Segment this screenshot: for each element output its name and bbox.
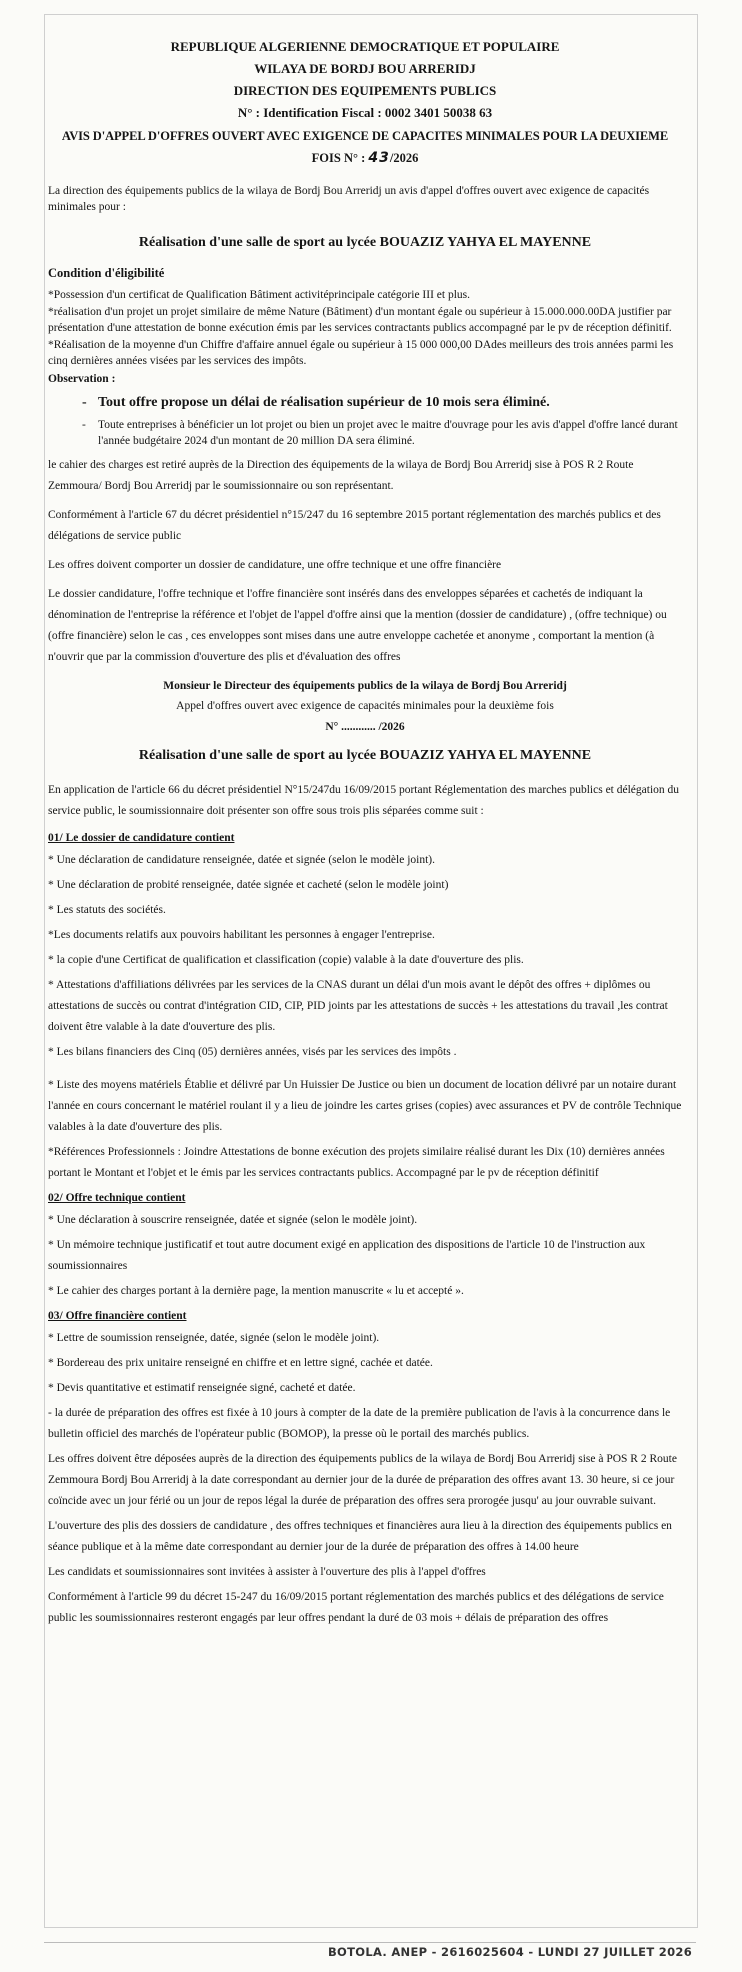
eligibility-item: *Possession d'un certificat de Qualification Bâtiment activitéprincipale catégorie III et plus. xyxy=(48,289,471,301)
notice-number-prefix: FOIS N° : xyxy=(311,151,366,165)
section-item: * Les bilans financiers des Cinq (05) dernières années, visés par les services des impôts . xyxy=(48,1046,457,1058)
section-item: L'ouverture des plis des dossiers de candidature , des offres techniques et financières aura lieu à la direction des équipements publics en séance publique et à la même date correspondant au dernier jour de la durée de préparation des offres à 14.00 heure xyxy=(48,1520,672,1553)
section-item: * Une déclaration à souscrire renseignée, datée et signée (selon le modèle joint). xyxy=(48,1214,418,1226)
intro-text: La direction des équipements publics de la wilaya de Bordj Bou Arreridj un avis d'appel d'offres ouvert avec exigence de capacités minimales pour : xyxy=(48,185,650,213)
section-item: * Une déclaration de probité renseignée, datée signée et cacheté (selon le modèle joint) xyxy=(48,879,449,891)
application-paragraph: En application de l'article 66 du décret présidentiel N°15/247du 16/09/2015 portant Réglementation des marches publics et délégation du service public, le soumissionnaire doit présenter son offre sous trois plis séparées comme suit : xyxy=(48,784,680,817)
address-line: Appel d'offres ouvert avec exigence de capacités minimales pour la deuxième fois xyxy=(176,700,554,712)
footer-publication: BOTOLA. ANEP - 2616025604 - LUNDI 27 JUILLET 2026 xyxy=(327,1945,692,1959)
section-item: * Attestations d'affiliations délivrées par les services de la CNAS durant un délai d'un mois avant le dépôt des offres + diplômes ou attestations de succès ou contrat d'intégration CID, CIP, PID joints par les attestations de succès + les attestations du travail ,les contrat doivent être valable à la date d'ouverture des plis. xyxy=(48,979,668,1033)
section-item: * Devis quantitative et estimatif renseignée signé, cacheté et datée. xyxy=(48,1382,356,1394)
eligibility-item: *réalisation d'un projet un projet similaire de même Nature (Bâtiment) d'un montant égale ou supérieur à 15.000.000.00DA justifier par présentation d'une attestation de bonne exécution émis par les services contractants publics accompagné par le pv de réception définitif. xyxy=(48,306,672,334)
observation-list xyxy=(48,395,682,449)
section-item: - la durée de préparation des offres est fixée à 10 jours à compter de la date de la première publication de l'avis à la concurrence dans le bulletin officiel des marchés de l'opérateur public (BOMOP), la presse où le portail des marchés publics. xyxy=(48,1407,671,1440)
header-wilaya: WILAYA DE BORDJ BOU ARRERIDJ xyxy=(254,61,476,76)
project-title-repeat: Réalisation d'une salle de sport au lycée BOUAZIZ YAHYA EL MAYENNE xyxy=(138,748,592,763)
section-item: Les offres doivent être déposées auprès de la direction des équipements publics de la wilaya de Bordj Bou Arreridj sise à POS R 2 Route Zemmoura Bordj Bou Arreridj à la date correspondant au dernier jour de la durée de préparation des offres avant 13. 30 heure, si ce jour coïncide avec un jour férié ou un jour de repos légal la durée de préparation des offres sera prorogée jusqu' au jour ouvrable suivant. xyxy=(48,1453,677,1507)
header-fiscal-id: N° : Identification Fiscal : 0002 3401 50038 63 xyxy=(237,105,493,120)
header-republic: REPUBLIQUE ALGERIENNE DEMOCRATIQUE ET POPULAIRE xyxy=(170,39,560,54)
section-item: * Une déclaration de candidature renseignée, datée et signée (selon le modèle joint). xyxy=(48,854,436,866)
section-heading: 01/ Le dossier de candidature contient xyxy=(48,832,235,844)
notice-title: AVIS D'APPEL D'OFFRES OUVERT AVEC EXIGENCE DE CAPACITES MINIMALES POUR LA DEUXIEME xyxy=(61,129,669,143)
section-item: Les candidats et soumissionnaires sont invitées à assister à l'ouverture des plis à l'appel d'offres xyxy=(48,1566,486,1578)
eligibility-item: *Réalisation de la moyenne d'un Chiffre d'affaire annuel égale ou supérieur à 15 000 000,00 DAdes meilleurs des trois années parmi les cinq dernières années visées par les services des impôts. xyxy=(48,339,674,367)
section-heading: 02/ Offre technique contient xyxy=(48,1192,186,1204)
observation-item: - Tout offre propose un délai de réalisation supérieur de 10 mois sera éliminé. xyxy=(98,395,682,411)
section-item: * la copie d'une Certificat de qualification et classification (copie) valable à la date d'ouverture des plis. xyxy=(48,954,524,966)
header-direction: DIRECTION DES EQUIPEMENTS PUBLICS xyxy=(233,83,497,98)
section-item: * Le cahier des charges portant à la dernière page, la mention manuscrite « lu et accepté ». xyxy=(48,1285,464,1297)
section-item: * Lettre de soumission renseignée, datée, signée (selon le modèle joint). xyxy=(48,1332,380,1344)
body-paragraph: le cahier des charges est retiré auprès de la Direction des équipements de la wilaya de Bordj Bou Arreridj sise à POS R 2 Route Zemmoura/ Bordj Bou Arreridj par le soumissionnaire ou son représentant. xyxy=(48,459,634,492)
section-heading: 03/ Offre financière contient xyxy=(48,1310,187,1322)
body-paragraph: Le dossier candidature, l'offre technique et l'offre financière sont insérés dans des enveloppes séparées et cachetés de indiquant la dénomination de l'entreprise la référence et l'objet de l'appel d'offre ainsi que la mention (dossier de candidature) , (offre technique) ou (offre financière) selon le cas , ces enveloppes sont mises dans une autre enveloppe cachetée et anonyme , comportant la mention (à n'ouvrir que par la commission d'ouverture des plis et d'évaluation des offres xyxy=(48,588,667,663)
section-item: * Bordereau des prix unitaire renseigné en chiffre et en lettre signé, cachée et datée. xyxy=(48,1357,433,1369)
body-paragraph: Les offres doivent comporter un dossier de candidature, une offre technique et une offre financière xyxy=(48,559,502,571)
notice-number-handwritten: 43 xyxy=(368,150,390,166)
section-item: * Les statuts des sociétés. xyxy=(48,904,166,916)
notice-number xyxy=(48,147,682,169)
eligibility-heading: Condition d'éligibilité xyxy=(48,266,165,280)
body-paragraph: Conformément à l'article 67 du décret présidentiel n°15/247 du 16 septembre 2015 portant réglementation des marchés publics et des délégations de service public xyxy=(48,509,661,542)
section-item: * Liste des moyens matériels Établie et délivré par Un Huissier De Justice ou bien un document de location délivré par un notaire durant l'année en cours concernant le matériel roulant il y a lieu de joindre les cartes grises (copies) avec assurances et PV de contrôle Technique valables à la date d'ouverture des plis. xyxy=(48,1079,682,1133)
section-item: *Les documents relatifs aux pouvoirs habilitant les personnes à engager l'entreprise. xyxy=(48,929,435,941)
address-number: N° ............ /2026 xyxy=(325,721,405,733)
project-title: Réalisation d'une salle de sport au lycée BOUAZIZ YAHYA EL MAYENNE xyxy=(138,235,592,250)
section-item: Conformément à l'article 99 du décret 15-247 du 16/09/2015 portant réglementation des marchés publics et des délégations de service public les soumissionnaires resteront engagés par leur offres pendant la duré de 03 mois + délais de préparation des offres xyxy=(48,1591,664,1624)
footer-rule xyxy=(44,1942,696,1943)
address-line: Monsieur le Directeur des équipements publics de la wilaya de Bordj Bou Arreridj xyxy=(163,680,567,692)
section-item: * Un mémoire technique justificatif et tout autre document exigé en application des dispositions de l'article 10 de l'instruction aux soumissionnaires xyxy=(48,1239,646,1272)
observation-item: - Toute entreprises à bénéficier un lot projet ou bien un projet avec le maitre d'ouvrage pour les avis d'appel d'offre lancé durant l'année budgétaire 2024 d'un montant de 20 million DA sera éliminé. xyxy=(98,417,682,449)
section-item: *Références Professionnels : Joindre Attestations de bonne exécution des projets similaire réalisé durant les Dix (10) dernières années portant le Montant et l'objet et le émis par les services contractants publics. Accompagné par le pv de réception définitif xyxy=(48,1146,665,1179)
notice-number-suffix: /2026 xyxy=(389,151,419,165)
observation-heading: Observation : xyxy=(48,373,116,385)
